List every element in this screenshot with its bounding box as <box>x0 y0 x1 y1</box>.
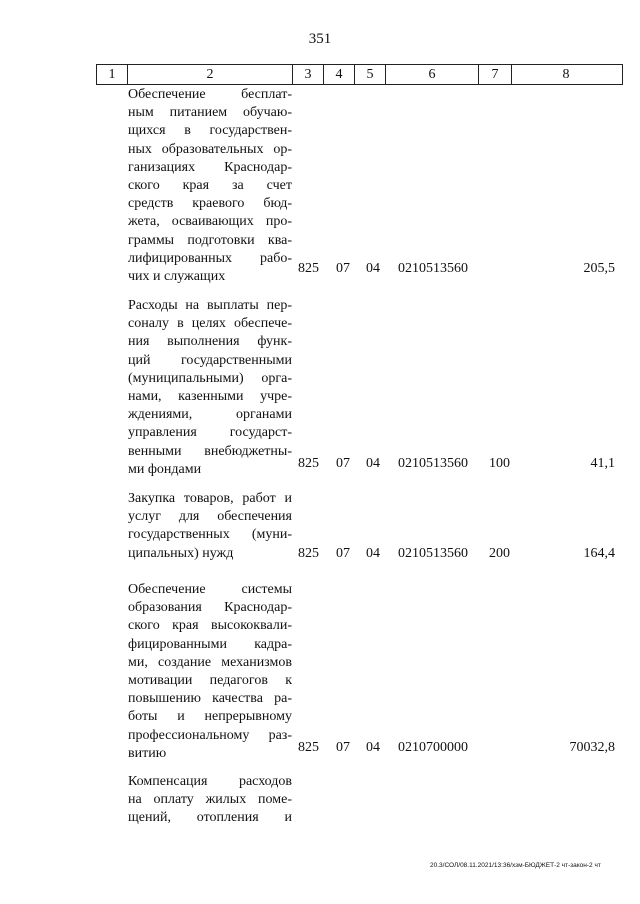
row-col-7: 100 <box>489 456 510 471</box>
row-text-line: щений, отопления и <box>128 810 292 826</box>
header-col-4: 4 <box>324 65 355 84</box>
row-text-line: (муниципальными) орга- <box>128 370 292 386</box>
row-text-line: боты и непрерывному <box>128 709 292 725</box>
row-col-8: 70032,8 <box>569 740 615 755</box>
table-row-name <box>128 773 292 828</box>
row-text-line: мотивации педагогов к <box>128 673 292 689</box>
row-text-line: жета, осваивающих про- <box>128 214 292 230</box>
row-col-4: 07 <box>336 261 350 276</box>
row-col-8: 164,4 <box>583 546 615 561</box>
row-text-line: Обеспечение системы <box>128 582 292 597</box>
row-text-line: витию <box>128 745 167 761</box>
row-text-line: ского края высококвали- <box>128 618 292 634</box>
header-col-1: 1 <box>97 65 128 84</box>
row-text-line: ского края за счет <box>128 178 292 194</box>
row-col-8: 41,1 <box>590 456 615 471</box>
row-col-6: 0210513560 <box>398 546 468 561</box>
header-col-7: 7 <box>479 65 512 84</box>
row-text-line: услуг для обеспечения <box>128 509 292 525</box>
row-col-5: 04 <box>366 546 380 561</box>
row-text-line: ганизациях Краснодар- <box>128 159 292 175</box>
row-text-line: фицированными кадра- <box>128 636 292 652</box>
row-col-3: 825 <box>298 546 319 561</box>
row-text-line: профессиональному раз- <box>128 727 292 743</box>
row-text-line: средств краевого бюд- <box>128 196 292 212</box>
row-text-line: ждениями, органами <box>128 407 292 423</box>
table-header <box>96 64 623 85</box>
row-text-line: щихся в государствен- <box>128 123 292 139</box>
row-text-line: Закупка товаров, работ и <box>128 491 292 506</box>
row-text-line: чих и служащих <box>128 269 226 285</box>
row-text-line: ципальных) нужд <box>128 545 234 561</box>
row-col-3: 825 <box>298 456 319 471</box>
row-text-line: венными внебюджетны- <box>128 443 292 459</box>
row-text-line: граммы подготовки ква- <box>128 232 292 248</box>
row-text-line: ния выполнения функ- <box>128 334 292 350</box>
row-text-line: нами, казенными учре- <box>128 389 292 405</box>
row-col-6: 0210513560 <box>398 456 468 471</box>
row-col-4: 07 <box>336 546 350 561</box>
row-col-5: 04 <box>366 740 380 755</box>
row-col-4: 07 <box>336 740 350 755</box>
row-text-line: лифицированных рабо- <box>128 250 292 266</box>
row-text-line: повышению качества ра- <box>128 691 292 707</box>
row-text-line: управления государст- <box>128 425 292 441</box>
row-col-5: 04 <box>366 456 380 471</box>
row-text-line: ных образовательных ор- <box>128 141 292 157</box>
row-text-line: ми фондами <box>128 461 202 477</box>
row-col-8: 205,5 <box>583 261 615 276</box>
row-col-4: 07 <box>336 456 350 471</box>
table-row-name <box>128 581 292 763</box>
row-text-line: образования Краснодар- <box>128 600 292 616</box>
table-row-name <box>128 297 292 479</box>
row-text-line: соналу в целях обеспече- <box>128 316 292 332</box>
row-col-7: 200 <box>489 546 510 561</box>
document-footer-stamp: 20.3/СОЛ/08.11.2021/13:36/хзм-БЮДЖЕТ-2 чт-закон-2 чт <box>430 862 601 869</box>
row-text-line: ми, создание механизмов <box>128 654 292 670</box>
page-number: 351 <box>308 31 332 47</box>
row-text-line: Обеспечение бесплат- <box>128 87 292 102</box>
row-text-line: государственных (муни- <box>128 527 292 543</box>
table-row-name <box>128 86 292 286</box>
row-text-line: Компенсация расходов <box>128 774 292 789</box>
header-col-8: 8 <box>562 67 570 82</box>
row-text-line: ций государственными <box>128 352 292 368</box>
row-col-3: 825 <box>298 740 319 755</box>
row-text-line: ным питанием обучаю- <box>128 105 292 121</box>
header-col-2: 2 <box>128 65 293 84</box>
header-col-5: 5 <box>355 65 386 84</box>
row-col-6: 0210700000 <box>398 740 468 755</box>
header-col-6: 6 <box>386 65 479 84</box>
row-col-5: 04 <box>366 261 380 276</box>
row-col-3: 825 <box>298 261 319 276</box>
row-col-6: 0210513560 <box>398 261 468 276</box>
header-col-3: 3 <box>293 65 324 84</box>
row-text-line: Расходы на выплаты пер- <box>128 298 292 313</box>
row-text-line: на оплату жилых поме- <box>128 792 292 808</box>
table-row-name <box>128 490 292 563</box>
